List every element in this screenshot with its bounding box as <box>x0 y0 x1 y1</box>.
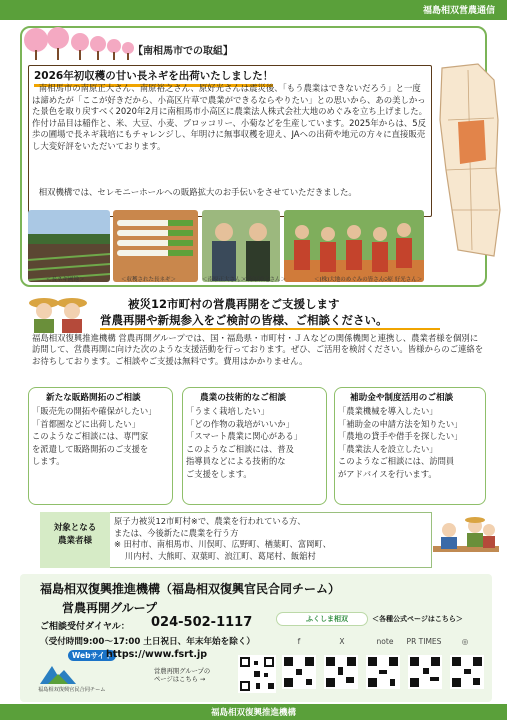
caption: ＜南原裕之さん＞ <box>242 277 287 283</box>
photo-farmers <box>202 210 280 282</box>
qr-code-prtimes[interactable] <box>408 655 442 689</box>
cherry-trees-illustration <box>22 26 140 62</box>
qr-code-facebook[interactable] <box>282 655 316 689</box>
story-title: 2026年初収穫の甘い長ネギを出荷いたしました！ <box>34 68 273 87</box>
brand-logo-text: ふくしま相双 <box>306 615 348 623</box>
group-page-label: 営農再開グループの ページはこちら → <box>154 668 211 683</box>
story-body: 南相馬市の南原正大さん、南原裕之さん、原好光さんは震災後、「もう農業はできないだろう」と一度は諦めたが「ここが好きだから、小高区片草で農業ができるならやりたい」との思いから、あの美しかった景色を取り戻すべく2020年2月に南相馬市小高区に農業法人株式会社大地のめぐみを立ち上げました。作付け品目は稲作と、米、大豆、小麦、ブロッコリー、小菊などを生産しています。2025年からは、5反歩の圃場で長ネギ栽培にもチャレンジし、年明けに無事収穫を迎え、JAへの出荷や地元の方々に直接販売し大変好評をいただいております。 <box>32 83 427 151</box>
prtimes-icon[interactable]: PR TIMES <box>406 637 442 646</box>
card-body: 「販売先の開拓や確保がしたい」 「首都圏などに出荷したい」 このようなご相談には、専門家 を派遣して販路開拓のご支援を します。 <box>32 406 157 467</box>
facebook-icon[interactable]: f <box>297 637 301 646</box>
website-badge: Webサイト <box>68 650 116 661</box>
photo-company-team <box>284 210 424 282</box>
target-body: 原子力被災12市町村※で、農業を行われている方、 または、今後新たに農業を行う方 ※ 田村市、南相馬市、川俣町、広野町、楢葉町、富岡町、 川内村、大熊町、双葉町、浪江町、葛尾村、飯舘村 <box>114 516 332 561</box>
card-body: 「うまく栽培したい」 「どの作物の栽培がいいか」 「スマート農業に関心がある」 このようなご相談には、普及 指導員などによる技術的な ご支援をします。 <box>186 406 302 479</box>
note-icon[interactable]: note <box>376 637 394 646</box>
intro-text: 福島相双復興推進機構 営農再開グループでは、国・福島県・市町村・ＪＡなどの関係機関と連携し、農業者様を個別に訪問して、営農再開に向けた次のような支援活動を行っております。ぜひ、ご活用を検討ください。皆様からのご連絡をお待ちしております。ご相談やご支援は無料です。費用はかかりません。 <box>32 333 484 366</box>
hotline-hours: （受付時間9:00～17:00 土日祝日、年末年始を除く） <box>40 637 256 647</box>
qr-code-x[interactable] <box>324 655 358 689</box>
caption: ＜南原正大さん＞ <box>202 277 247 283</box>
qr-code-group-page[interactable] <box>238 655 276 693</box>
card-body: 「農業機械を導入したい」 「補助金の申請方法を知りたい」 「農地の貸手や借手を探したい」 「農業法人を設立したい」 このようなご相談には、訪問員 がアドバイスを行います。 <box>338 406 463 479</box>
official-pages-label: ＜各種公式ページはこちら＞ <box>372 615 463 623</box>
story-body-2: 相双機構では、セレモニーホールへの販路拡大のお手伝いをさせていただきました。 <box>38 187 357 197</box>
instagram-icon[interactable]: ◎ <box>461 637 469 646</box>
organization-logo <box>38 662 78 686</box>
organization-title: 福島相双復興推進機構（福島相双復興官民合同チーム） <box>40 582 341 596</box>
organization-group: 営農再開グループ <box>62 601 158 615</box>
x-icon[interactable]: X <box>339 637 345 646</box>
farmers-icon <box>28 293 88 333</box>
card-title: 補助金や制度活用のご相談 <box>350 393 454 403</box>
photo-leek-field <box>28 210 110 282</box>
caption: ＜収穫された長ネギ＞ <box>121 277 177 283</box>
newsletter-title: 福島相双営農通信 <box>422 6 495 16</box>
logo-text: 福島相双復興官民合同チーム <box>38 687 106 693</box>
card-title: 新たな販路開拓のご相談 <box>46 393 141 403</box>
caption: ＜原 好光さん＞ <box>382 277 423 283</box>
caption: ＜(株)大地のめぐみの皆さん＞ <box>314 277 390 283</box>
headline-support: 被災12市町村の営農再開をご支援します <box>128 297 340 311</box>
website-link[interactable]: https://www.fsrt.jp <box>106 649 208 660</box>
caption: ＜長ネギ圃地＞ <box>46 277 85 283</box>
section-label: 【南相馬市での取組】 <box>133 46 233 57</box>
footer-organization-name: 福島相双復興推進機構 <box>210 708 296 718</box>
hotline-label: ご相談受付ダイヤル： <box>40 622 130 632</box>
target-label: 対象となる 農業者様 <box>53 523 97 546</box>
consultation-icon <box>433 512 499 568</box>
photo-harvested-leeks <box>113 210 198 282</box>
headline-underline <box>100 328 440 330</box>
qr-code-instagram[interactable] <box>450 655 484 689</box>
headline-consult: 営農再開や新規参入をご検討の皆様、ご相談ください。 <box>100 313 388 327</box>
map-illustration <box>438 60 504 260</box>
card-title: 農業の技術的なご相談 <box>200 393 286 403</box>
qr-code-note[interactable] <box>366 655 400 689</box>
hotline-number: 024-502-1117 <box>151 615 253 630</box>
